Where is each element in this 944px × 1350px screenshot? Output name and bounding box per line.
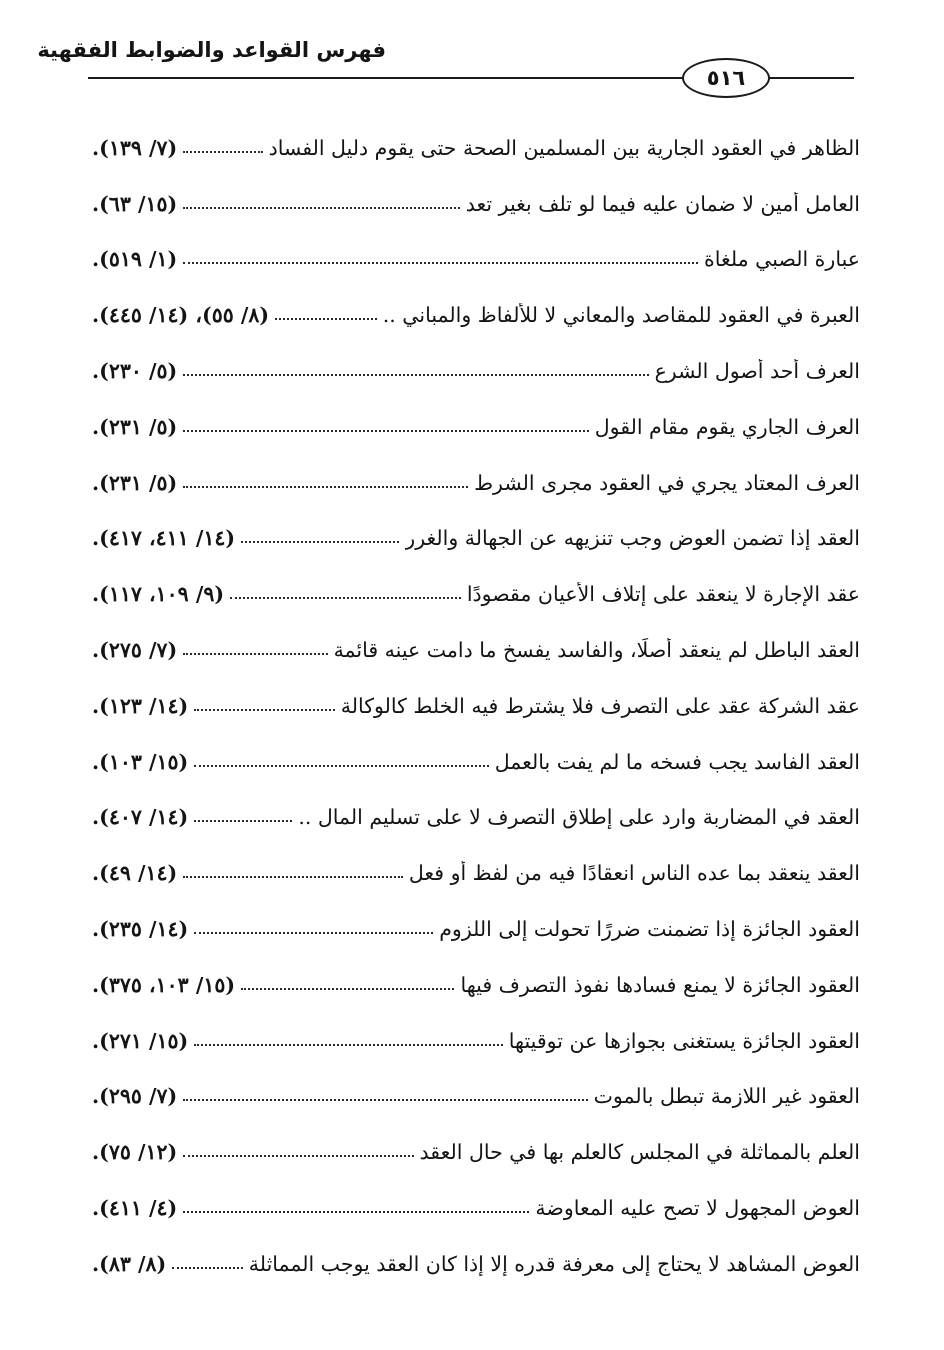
entry-text: العقد إذا تضمن العوض وجب تنزيهه عن الجهالة والغرر [405, 526, 860, 551]
entry-reference: (٨/ ٥٥)، (١٤/ ٤٤٥). [92, 303, 270, 328]
dot-leader [183, 1211, 529, 1213]
index-entry [92, 622, 860, 678]
dot-leader [183, 374, 648, 376]
index-entry [92, 845, 860, 901]
entry-text: العوض المشاهد لا يحتاج إلى معرفة قدره إلا إذا كان العقد يوجب المماثلة [248, 1251, 860, 1276]
entry-text: العقد في المضاربة وارد على إطلاق التصرف لا على تسليم المال .. [298, 805, 860, 830]
dot-leader [172, 1267, 243, 1269]
index-entry [92, 957, 860, 1013]
dot-leader [183, 430, 588, 432]
entry-text: عبارة الصبي ملغاة [704, 247, 860, 272]
entry-reference: (٥/ ٢٣١). [92, 470, 178, 495]
entry-reference: (١٤/ ٤١١، ٤١٧). [92, 526, 236, 551]
index-entry [92, 511, 860, 567]
entry-reference: (٥/ ٢٣٠). [92, 359, 178, 384]
dot-leader [241, 988, 454, 990]
dot-leader [183, 151, 262, 153]
entry-reference: (١٤/ ٤٠٧). [92, 805, 189, 830]
entry-reference: (١٤/ ٤٩). [92, 861, 178, 886]
dot-leader [194, 932, 433, 934]
entry-reference: (١٤/ ١٢٣). [92, 693, 189, 718]
dot-leader [194, 820, 292, 822]
index-entry [92, 790, 860, 846]
index-entry [92, 232, 860, 288]
dot-leader [194, 709, 335, 711]
entry-reference: (٨/ ٨٣). [92, 1251, 167, 1276]
index-entry [92, 399, 860, 455]
entry-reference: (١٥/ ٦٣). [92, 191, 178, 216]
index-entry [92, 1069, 860, 1125]
entry-text: العوض المجهول لا تصح عليه المعاوضة [535, 1196, 860, 1221]
page-number: ٥١٦ [682, 58, 770, 98]
dot-leader [183, 207, 460, 209]
entry-reference: (١٥/ ١٠٣). [92, 749, 189, 774]
entry-text: العقود الجائزة لا يمنع فسادها نفوذ التصرف فيها [460, 972, 860, 997]
entry-text: الظاهر في العقود الجارية بين المسلمين الصحة حتى يقوم دليل الفساد [268, 135, 860, 160]
entry-text: العقد الفاسد يجب فسخه ما لم يفت بالعمل [494, 749, 860, 774]
index-entry [92, 455, 860, 511]
entry-text: العبرة في العقود للمقاصد والمعاني لا للألفاظ والمباني .. [382, 303, 860, 328]
index-entry [92, 1236, 860, 1292]
entry-reference: (٧/ ٢٩٥). [92, 1084, 178, 1109]
entry-text: العرف الجاري يقوم مقام القول [594, 414, 860, 439]
index-entry [92, 1124, 860, 1180]
dot-leader [183, 876, 403, 878]
entry-reference: (١٤/ ٢٣٥). [92, 917, 189, 942]
entry-text: العرف أحد أصول الشرع [654, 359, 860, 384]
entry-reference: (٩/ ١٠٩، ١١٧). [92, 582, 225, 607]
index-entry [92, 566, 860, 622]
entry-text: العقد الباطل لم ينعقد أصلًا، والفاسد يفسخ ما دامت عينه قائمة [333, 638, 860, 663]
index-entry [92, 1013, 860, 1069]
entry-reference: (١٥/ ١٠٣، ٣٧٥). [92, 972, 236, 997]
entry-reference: (٥/ ٢٣١). [92, 414, 178, 439]
running-title: فهرس القواعد والضوابط الفقهية [37, 38, 386, 62]
entry-text: العلم بالمماثلة في المجلس كالعلم بها في حال العقد [419, 1140, 860, 1165]
dot-leader [183, 486, 468, 488]
index-entry [92, 343, 860, 399]
entry-text: عقد الإجارة لا ينعقد على إتلاف الأعيان مقصودًا [466, 582, 860, 607]
dot-leader [230, 597, 461, 599]
dot-leader [241, 541, 399, 543]
entry-reference: (١/ ٥١٩). [92, 247, 178, 272]
index-entry [92, 734, 860, 790]
dot-leader [275, 318, 377, 320]
index-entry [92, 120, 860, 176]
dot-leader [183, 653, 327, 655]
page-header [0, 0, 944, 110]
entry-text: العقود الجائزة إذا تضمنت ضررًا تحولت إلى اللزوم [439, 917, 860, 942]
entry-text: العقود غير اللازمة تبطل بالموت [593, 1084, 860, 1109]
rules-index-list [92, 120, 860, 1292]
dot-leader [183, 1155, 413, 1157]
entry-text: العرف المعتاد يجري في العقود مجرى الشرط [474, 470, 860, 495]
entry-reference: (٤/ ٤١١). [92, 1196, 178, 1221]
index-entry [92, 901, 860, 957]
dot-leader [183, 262, 698, 264]
entry-text: العامل أمين لا ضمان عليه فيما لو تلف بغير تعد [465, 191, 860, 216]
index-entry [92, 1180, 860, 1236]
dot-leader [194, 765, 489, 767]
index-entry [92, 678, 860, 734]
entry-text: عقد الشركة عقد على التصرف فلا يشترط فيه الخلط كالوكالة [340, 693, 860, 718]
entry-reference: (٧/ ١٣٩). [92, 135, 178, 160]
index-entry [92, 287, 860, 343]
dot-leader [194, 1044, 503, 1046]
dot-leader [183, 1099, 587, 1101]
entry-text: العقود الجائزة يستغنى بجوازها عن توقيتها [508, 1028, 860, 1053]
entry-reference: (١٢/ ٧٥). [92, 1140, 178, 1165]
index-entry [92, 176, 860, 232]
entry-reference: (١٥/ ٢٧١). [92, 1028, 189, 1053]
entry-text: العقد ينعقد بما عده الناس انعقادًا فيه من لفظ أو فعل [408, 861, 860, 886]
entry-reference: (٧/ ٢٧٥). [92, 638, 178, 663]
